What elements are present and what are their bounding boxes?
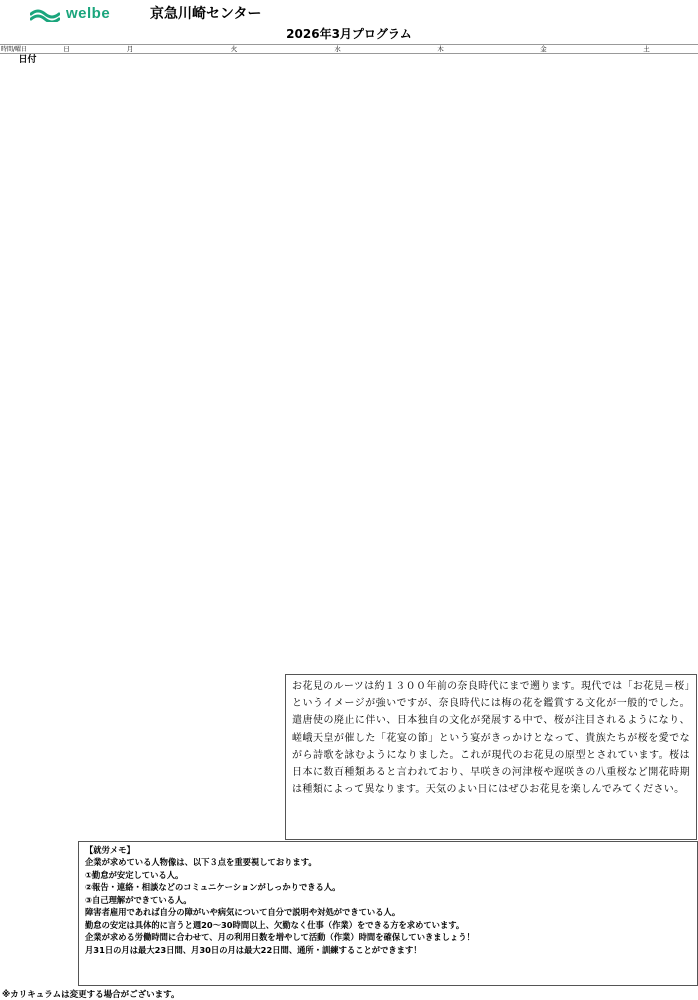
weekday-header: 木: [437, 45, 444, 53]
memo-line: 障害者雇用であれば自分の障がいや病気について自分で説明や対処ができている人。: [85, 907, 401, 918]
memo-line: 企業が求める労働時間に合わせて、月の利用日数を増やして活動（作業）時間を確保していきましょう！: [85, 932, 475, 943]
essay-box: お花見のルーツは約１３００年前の奈良時代にまで遡ります。現代では「お花見＝桜」というイメージが強いですが、奈良時代には梅の花を鑑賞する文化が一般的でした。遣唐使の廃止に伴い、日本独自の文化が発展する中で、桜が注目されるようになり、嵯峨天皇が催した「花宴の節」という宴がきっかけとなって、貴族たちが桜を愛でながら詩歌を詠むようになりました。これが現代のお花見の原型とされています。桜は日本に数百種類あると言われており、早咲きの河津桜や遅咲きの八重桜など開花時期は種類によって異なります。天気のよい日にはぜひお花見を楽しんでみてください。: [285, 674, 697, 840]
program-title: 2026年3月プログラム: [286, 27, 412, 41]
weekday-header: 火: [230, 45, 238, 53]
memo-line: ①勤怠が安定している人。: [85, 869, 184, 880]
memo-line: ③自己理解ができている人。: [85, 894, 192, 905]
memo-line: 勤怠の安定は具体的に言うと週20～30時間以上、欠勤なく仕事（作業）をできる方を求めています。: [85, 919, 465, 930]
footer-note: ※カリキュラムは変更する場合がございます。: [2, 990, 180, 1000]
header-line: [0, 44, 698, 45]
weekday-header: 土: [643, 45, 650, 53]
weekday-header: 金: [540, 45, 547, 53]
header-line: [0, 53, 698, 54]
memo-title: 【就労メモ】: [85, 845, 135, 855]
memo-line: 企業が求めている人物像は、以下３点を重要視しております。: [85, 857, 317, 868]
memo-line: ②報告・連絡・相談などのコミュニケーションがしっかりできる人。: [85, 882, 341, 893]
timeday-header: 時間/曜日: [1, 46, 28, 53]
weekday-header: 月: [126, 45, 134, 53]
memo-line: 月31日の月は最大23日間、月30日の月は最大22日間、通所・訓練することができます！: [85, 944, 422, 955]
weekday-header: 日: [63, 45, 70, 53]
center-name: 京急川崎センター: [150, 6, 262, 22]
logo-text: welbe: [66, 5, 111, 22]
date-header: 日付: [18, 55, 37, 65]
weekday-header: 水: [334, 45, 341, 53]
work-memo: [78, 841, 698, 986]
